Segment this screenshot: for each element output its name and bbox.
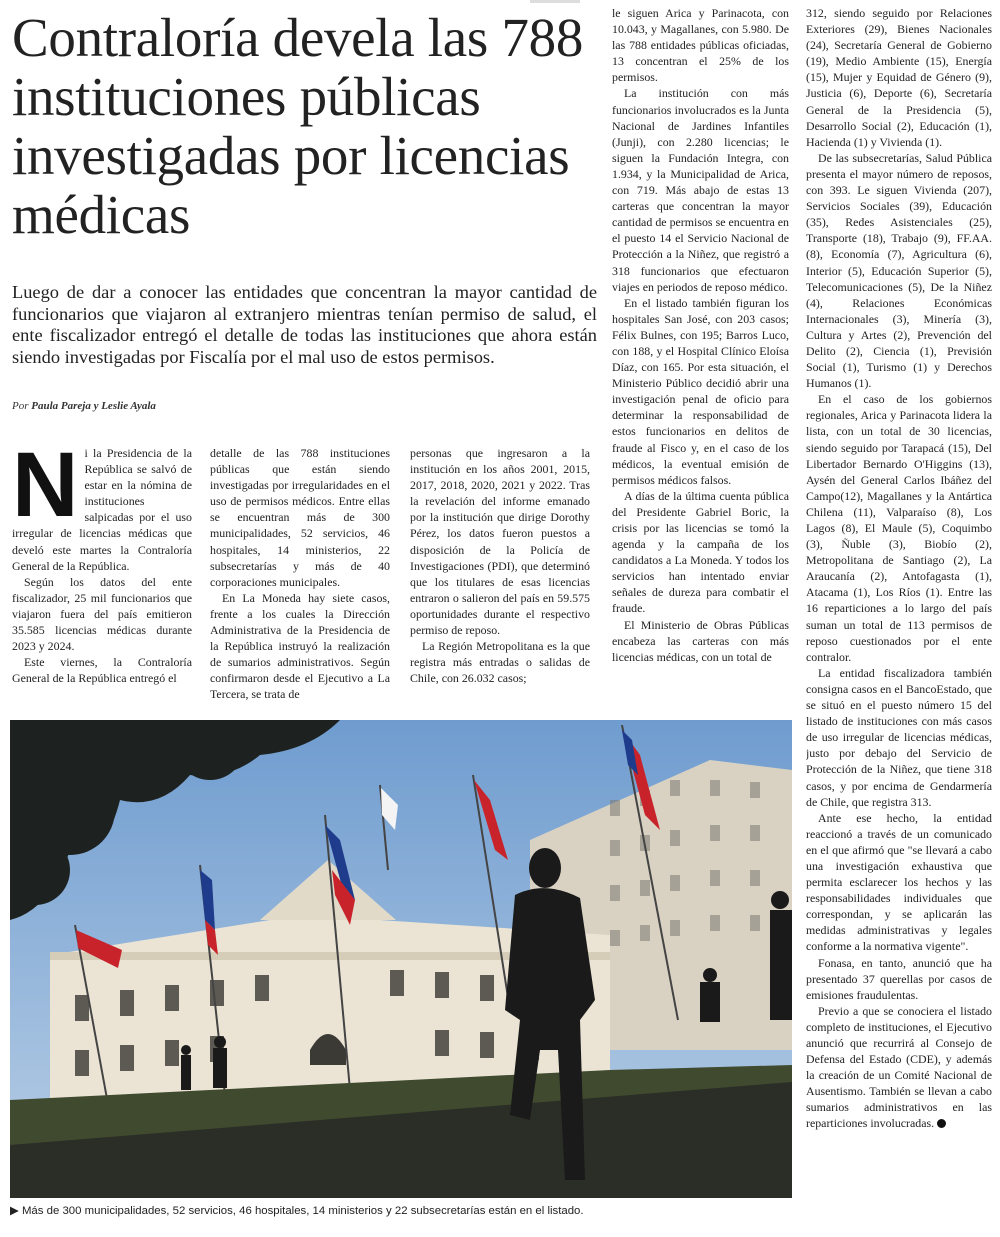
caption-arrow-icon: ▶ (10, 1205, 19, 1217)
paragraph: La institución con más funcionarios involucrados es la Junta Nacional de Jardines Infantiles (Junji), con 2.280 licencias; le siguen la Fundación Integra, con 1.934, y la Municipalidad de Arica, con 719. Más abajo de estas 13 carteras que concentran la mayor cantidad de permisos se encuentra en el puesto 14 el Servicio Nacional de Protección a la Niñez, que registró a 318 funcionarios que efectuaron viajes en periodos de reposo médico. (612, 86, 789, 294)
paragraph: En el caso de los gobiernos regionales, Arica y Parinacota lidera la lista, con un total de 30 licencias, siendo seguido por Tarapacá (15), Del Libertador Bernardo O'Higgins (13), Aysén del General Carlos Ibáñez del Campo(12), Magallanes y la Antártica Chilena (11), Valparaíso (8), Los Lagos (8), El Maule (5), Coquimbo (3), Ñuble (3), Biobío (2), Metropolitana de Santiago (2), La Araucanía (2), Antofagasta (1), Atacama (1), Los Ríos (1). Entre las 16 reparticiones a lo largo del país suman un total de 113 permisos de reposo cuestionados por el ente contralor. (806, 392, 992, 664)
headline: Contraloría devela las 788 instituciones públicas investigadas por licencias médicas (12, 7, 584, 245)
paragraph-last-text: Previo a que se conociera el listado completo de instituciones, el Ejecutivo anunció que recurrirá al Consejo de Defensa del Estado (CDE), y además la creación de un Comité Nacional de Ausentismo. También se llevan a cabo sumarios administrativos en las reparticiones involucradas. (806, 1003, 992, 1131)
body-column-4 (612, 5, 789, 710)
body-column-3 (410, 445, 590, 713)
lead-paragraph: Luego de dar a conocer las entidades que concentran la mayor cantidad de funcionarios que viajaron al extranjero mientras tenían permiso de salud, el ente fiscalizador entregó el detalle de todas las instituciones que ahora están siendo investigadas por Fiscalía por el mal uso de estos permisos. (12, 282, 597, 367)
caption-text: Más de 300 municipalidades, 52 servicios, 46 hospitales, 14 ministerios y 22 subsecretarías están en el listado. (21, 1205, 584, 1217)
paragraph: Este viernes, la Contraloría General de la República entregó el (12, 655, 192, 686)
photo-illustration (10, 720, 792, 1198)
paragraph: A días de la última cuenta pública del Presidente Gabriel Boric, la crisis por las licencias se tomó la agenda y la campaña de los candidatos a La Moneda. Y todos los servicios han intentado enviar señales de dureza para combatir el fraude. (612, 488, 789, 616)
paragraph: La Región Metropolitana es la que registra más entradas o salidas de Chile, con 26.032 casos; (410, 639, 590, 686)
paragraph-last (806, 1003, 992, 1132)
byline-authors: Paula Pareja y Leslie Ayala (31, 400, 156, 412)
paragraph: Según los datos del ente fiscalizador, 25 mil funcionarios que viajaron fuera del país emitieron 35.585 licencias médicas durante 2023 y 2024. (12, 574, 192, 654)
end-of-article-dot-icon (937, 1119, 946, 1128)
paragraph: detalle de las 788 instituciones públicas que están siendo investigadas por irregularidades en el uso de permisos médicos. Entre ellas se encuentran más de 300 municipalidades, 52 servicios, 46 hospitales, 14 ministerios, 22 subsecretarías y más de 40 corporaciones municipales. (210, 446, 390, 589)
byline (12, 400, 156, 412)
paragraph: En La Moneda hay siete casos, frente a los cuales la Dirección Administrativa de la Presidencia de la República instruyó la realización de sumarios administrativos. Según confirmaron desde el Ejecutivo a La Tercera, se trata de (210, 590, 390, 702)
la-moneda-photo (10, 720, 792, 1198)
paragraph: 312, siendo seguido por Relaciones Exteriores (29), Bienes Nacionales (24), Secretaría General de Gobierno (19), Medio Ambiente (15), Energía (15), Mujer y Equidad de Género (9), Justicia (6), Deporte (6), Secretaría General de la Presidencia (5), Desarrollo Social (2), Educación (1), Hacienda (1) y Vivienda (1). (806, 6, 992, 149)
paragraph: La entidad fiscalizadora también consigna casos en el BancoEstado, que se situó en el puesto número 15 del listado de instituciones con más casos de uso irregular de licencias médicas, justo por debajo del Servicio de Protección de la Niñez, que tiene 318 casos, y por encima de Gendarmería de Chile, que registra 313. (806, 665, 992, 809)
body-column-2 (210, 445, 390, 713)
body-column-5 (806, 5, 992, 1220)
paragraph: Ante ese hecho, la entidad reaccionó a través de un comunicado en el que afirmó que "se llevará a cabo una investigación exhaustiva que permita esclarecer los hechos y las responsabilidades individuales que correspondan, y se aplicarán las medidas administrativas y legales conforme a la normativa vigente". (806, 810, 992, 954)
paragraph: i la Presidencia de la República se salvó de estar en la nómina de instituciones salpicadas por el uso irregular de licencias médicas que develó este martes la Contraloría General de la República. (12, 446, 192, 573)
paragraph: le siguen Arica y Parinacota, con 10.043, y Magallanes, con 5.980. De las 788 entidades públicas oficiadas, 13 concentran el 25% de los permisos. (612, 6, 789, 85)
paragraph: El Ministerio de Obras Públicas encabeza las carteras con más licencias médicas, con un total de (612, 617, 789, 664)
top-edge-tab (530, 0, 580, 3)
paragraph: En el listado también figuran los hospitales San José, con 203 casos; Félix Bulnes, con 195; Barros Luco, con 188, y el Hospital Clínico Eloísa Díaz, con 165. Por esta situación, el Ministerio Público decidió abrir una investigación penal de oficio para determinar la responsabilidad de estos funcionarios en delitos de fraude al Fisco y, en el caso de los médicos, la eventual emisión de permisos médicos falsos. (612, 295, 789, 487)
body-column-1 (12, 445, 192, 713)
byline-prefix: Por (12, 400, 29, 412)
photo-caption (10, 1203, 800, 1217)
paragraph: Fonasa, en tanto, anunció que ha presentado 37 querellas por casos de emisiones fraudulentas. (806, 955, 992, 1002)
paragraph: personas que ingresaron a la institución en los años 2001, 2015, 2017, 2018, 2020, 2021 y 2022. Tras la revelación del informe emanado por la institución que dirige Dorothy Pérez, los datos fueron puestos a disposición de la Policía de Investigaciones (PDI), que determinó que los titulares de esas licencias entraron o salieron del país en 59.575 oportunidades durante el respectivo permiso de reposo. (410, 446, 590, 638)
paragraph: De las subsecretarías, Salud Pública presenta el mayor número de reposos, con 393. Le siguen Vivienda (207), Servicios Sociales (39), Educación (35), Redes Asistenciales (25), Transporte (18), Trabajo (9), FF.AA. (8), Economía (7), Agricultura (6), Interior (5), Educación Superior (5), Telecomunicaciones (5), De la Niñez (4), Relaciones Económicas Internacionales (3), Minería (3), Cultura y Artes (2), Prevención del Delito (2), Ciencia (1), Previsión Social (1), Turismo (1) y Derechos Humanos (1). (806, 150, 992, 391)
drop-cap: N (12, 445, 79, 536)
